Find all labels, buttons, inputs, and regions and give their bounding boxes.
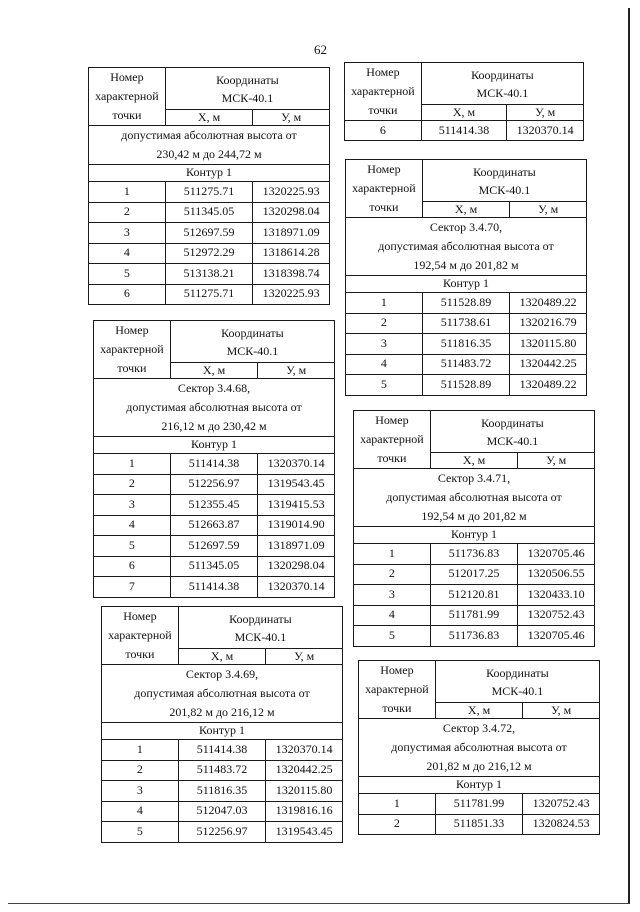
cell-n: 6	[345, 121, 422, 141]
header-line: характерной	[95, 89, 159, 103]
cell-x: 512047.03	[178, 801, 265, 822]
cell-y: 1320370.14	[258, 454, 335, 475]
cell-x: 511851.33	[435, 814, 522, 835]
cell-x: 513138.21	[165, 264, 252, 285]
header-line: МСК-40.1	[476, 85, 529, 100]
header-line: Номер	[366, 65, 400, 79]
cell-x: 511816.35	[422, 334, 509, 355]
cell-n: 4	[102, 801, 179, 822]
table-row	[89, 243, 330, 264]
header-line: Номер	[115, 323, 149, 337]
table-row	[94, 474, 335, 495]
cell-x: 512120.81	[430, 585, 517, 606]
cell-y: 1320370.14	[507, 121, 584, 141]
table-row	[89, 182, 330, 203]
cell-n: 4	[346, 354, 423, 375]
contour-label: Контур 1	[94, 437, 335, 454]
cell-x: 511414.38	[170, 454, 257, 475]
cell-n: 4	[354, 605, 431, 626]
table-row	[89, 284, 330, 305]
description-line: допустимая абсолютная высота от	[134, 686, 310, 700]
header-line: Координаты	[486, 665, 549, 680]
header-line: точки	[117, 361, 147, 375]
cell-x: 512697.59	[165, 223, 252, 244]
point-number-header	[345, 63, 422, 121]
point-number-header	[94, 321, 171, 379]
cell-n: 5	[102, 822, 179, 843]
header-line: точки	[125, 647, 155, 661]
table-row	[359, 794, 600, 815]
page-number: 62	[314, 42, 327, 57]
description-line: Сектор 3.4.70,	[429, 220, 503, 234]
cell-x: 511738.61	[422, 313, 509, 334]
cell-n: 2	[359, 814, 436, 835]
description-line: допустимая абсолютная высота от	[121, 128, 297, 142]
cell-y: 1320225.93	[253, 284, 330, 305]
header-line: МСК-40.1	[234, 629, 287, 644]
coordinate-table	[101, 606, 343, 843]
point-number-header	[102, 607, 179, 665]
description-line: 201,82 м до 216,12 м	[426, 759, 532, 773]
x-header: X, м	[435, 703, 522, 719]
cell-n: 5	[94, 536, 171, 557]
table-row	[354, 605, 595, 626]
coordinate-table	[344, 62, 584, 141]
sector-description	[102, 665, 343, 723]
x-header: X, м	[421, 105, 506, 121]
cell-n: 4	[94, 515, 171, 536]
cell-n: 3	[354, 585, 431, 606]
y-header: У, м	[266, 649, 343, 665]
coordinate-table	[88, 67, 330, 305]
description-line: допустимая абсолютная высота от	[391, 740, 567, 754]
header-line: МСК-40.1	[491, 683, 544, 698]
description-line: допустимая абсолютная высота от	[126, 400, 302, 414]
cell-n: 1	[354, 544, 431, 565]
table-row	[94, 454, 335, 475]
header-line: Номер	[380, 663, 414, 677]
sector-description	[94, 379, 335, 437]
cell-x: 512256.97	[178, 822, 265, 843]
cell-y: 1320705.46	[518, 544, 595, 565]
cell-y: 1320752.43	[518, 605, 595, 626]
table-row	[102, 801, 343, 822]
cell-n: 5	[346, 375, 423, 396]
table-row	[89, 223, 330, 244]
cell-y: 1319543.45	[266, 822, 343, 843]
header-line: точки	[377, 451, 407, 465]
table-row	[346, 313, 587, 334]
x-header: X, м	[430, 453, 517, 469]
table-row	[354, 585, 595, 606]
table-row	[354, 544, 595, 565]
description-line: Сектор 3.4.71,	[437, 471, 511, 485]
cell-x: 511414.38	[170, 577, 257, 598]
table-row	[94, 577, 335, 598]
cell-x: 512256.97	[170, 474, 257, 495]
cell-y: 1320489.22	[510, 293, 587, 314]
sector-description	[354, 469, 595, 527]
header-line: Координаты	[221, 325, 284, 340]
contour-label: Контур 1	[346, 276, 587, 293]
y-header: У, м	[518, 453, 595, 469]
coordinates-header	[422, 160, 586, 202]
cell-x: 511275.71	[165, 182, 252, 203]
table-row	[346, 334, 587, 355]
cell-y: 1320442.25	[266, 760, 343, 781]
table-row	[359, 814, 600, 835]
cell-n: 5	[354, 626, 431, 647]
x-header: X, м	[178, 649, 265, 665]
cell-x: 511736.83	[430, 544, 517, 565]
sector-description	[346, 218, 587, 276]
coordinates-header	[430, 411, 594, 453]
cell-n: 2	[94, 474, 171, 495]
header-line: характерной	[352, 181, 416, 195]
cell-y: 1320298.04	[253, 202, 330, 223]
header-line: Номер	[375, 413, 409, 427]
header-line: МСК-40.1	[486, 433, 539, 448]
cell-x: 512663.87	[170, 515, 257, 536]
cell-n: 1	[346, 293, 423, 314]
cell-x: 511483.72	[422, 354, 509, 375]
table-row	[354, 564, 595, 585]
cell-n: 1	[359, 794, 436, 815]
table-row	[346, 293, 587, 314]
description-line: 230,42 м до 244,72 м	[156, 147, 262, 161]
table-row	[346, 354, 587, 375]
cell-n: 1	[102, 740, 179, 761]
table-row	[102, 740, 343, 761]
table-row	[102, 760, 343, 781]
y-header: У, м	[258, 363, 335, 379]
coordinates-header	[421, 63, 583, 105]
cell-x: 511275.71	[165, 284, 252, 305]
cell-x: 511781.99	[430, 605, 517, 626]
table-row	[94, 495, 335, 516]
table-row	[94, 515, 335, 536]
cell-y: 1320216.79	[510, 313, 587, 334]
cell-x: 511736.83	[430, 626, 517, 647]
cell-y: 1319014.90	[258, 515, 335, 536]
header-line: Номер	[123, 609, 157, 623]
header-line: МСК-40.1	[226, 343, 279, 358]
header-line: точки	[368, 103, 398, 117]
cell-x: 511781.99	[435, 794, 522, 815]
cell-x: 511528.89	[422, 375, 509, 396]
coordinates-header	[178, 607, 342, 649]
cell-x: 511816.35	[178, 781, 265, 802]
x-header: X, м	[422, 202, 509, 218]
table-row	[102, 781, 343, 802]
table-row	[354, 626, 595, 647]
header-line: МСК-40.1	[478, 182, 531, 197]
coordinates-header	[435, 661, 599, 703]
point-number-header	[359, 661, 436, 719]
point-number-header	[89, 68, 166, 126]
cell-x: 512017.25	[430, 564, 517, 585]
cell-n: 2	[346, 313, 423, 334]
sector-description	[89, 126, 330, 165]
header-line: Координаты	[229, 611, 292, 626]
cell-y: 1318971.09	[253, 223, 330, 244]
y-header: У, м	[507, 105, 584, 121]
cell-x: 512697.59	[170, 536, 257, 557]
table-row	[89, 264, 330, 285]
x-header: X, м	[165, 110, 252, 126]
point-number-header	[346, 160, 423, 218]
header-line: характерной	[100, 342, 164, 356]
coordinates-header	[165, 68, 329, 110]
cell-n: 1	[94, 454, 171, 475]
coordinate-table	[345, 159, 587, 396]
cell-y: 1320442.25	[510, 354, 587, 375]
table-row	[94, 556, 335, 577]
cell-y: 1320115.80	[510, 334, 587, 355]
cell-n: 2	[354, 564, 431, 585]
cell-x: 511528.89	[422, 293, 509, 314]
description-line: Сектор 3.4.68,	[177, 381, 251, 395]
header-line: МСК-40.1	[221, 90, 274, 105]
header-line: Номер	[367, 162, 401, 176]
cell-x: 512355.45	[170, 495, 257, 516]
header-line: Номер	[110, 70, 144, 84]
header-line: точки	[382, 701, 412, 715]
cell-n: 6	[94, 556, 171, 577]
cell-y: 1320225.93	[253, 182, 330, 203]
table-row	[89, 202, 330, 223]
cell-y: 1320298.04	[258, 556, 335, 577]
cell-x: 511414.38	[178, 740, 265, 761]
header-line: Координаты	[481, 415, 544, 430]
cell-y: 1320370.14	[258, 577, 335, 598]
cell-y: 1320433.10	[518, 585, 595, 606]
description-line: 201,82 м до 216,12 м	[169, 705, 275, 719]
cell-n: 4	[89, 243, 166, 264]
description-line: Сектор 3.4.72,	[442, 721, 516, 735]
y-header: У, м	[253, 110, 330, 126]
cell-n: 3	[89, 223, 166, 244]
cell-n: 3	[102, 781, 179, 802]
description-line: Сектор 3.4.69,	[185, 667, 259, 681]
contour-label: Контур 1	[354, 527, 595, 544]
cell-n: 7	[94, 577, 171, 598]
cell-x: 512972.29	[165, 243, 252, 264]
cell-y: 1320370.14	[266, 740, 343, 761]
cell-y: 1319816.16	[266, 801, 343, 822]
cell-x: 511345.05	[170, 556, 257, 577]
cell-n: 6	[89, 284, 166, 305]
cell-x: 511345.05	[165, 202, 252, 223]
x-header: X, м	[170, 363, 257, 379]
description-line: допустимая абсолютная высота от	[378, 239, 554, 253]
cell-x: 511414.38	[421, 121, 506, 141]
y-header: У, м	[510, 202, 587, 218]
y-header: У, м	[523, 703, 600, 719]
description-line: 192,54 м до 201,82 м	[421, 509, 527, 523]
description-line: 216,12 м до 230,42 м	[161, 419, 267, 433]
cell-n: 5	[89, 264, 166, 285]
contour-label: Контур 1	[359, 777, 600, 794]
table-row	[346, 375, 587, 396]
table-row	[102, 822, 343, 843]
cell-n: 1	[89, 182, 166, 203]
cell-y: 1320506.55	[518, 564, 595, 585]
description-line: допустимая абсолютная высота от	[386, 490, 562, 504]
header-line: Координаты	[216, 72, 279, 87]
coordinates-header	[170, 321, 334, 363]
cell-y: 1320115.80	[266, 781, 343, 802]
contour-label: Контур 1	[102, 723, 343, 740]
cell-y: 1320705.46	[518, 626, 595, 647]
header-line: характерной	[108, 628, 172, 642]
table-row	[94, 536, 335, 557]
coordinate-table	[358, 660, 600, 835]
cell-y: 1320752.43	[523, 794, 600, 815]
description-line: 192,54 м до 201,82 м	[413, 258, 519, 272]
coordinate-table	[353, 410, 595, 647]
header-line: Координаты	[473, 164, 536, 179]
cell-n: 2	[89, 202, 166, 223]
sector-description	[359, 719, 600, 777]
header-line: характерной	[360, 432, 424, 446]
header-line: характерной	[351, 84, 415, 98]
table-row	[345, 121, 584, 141]
header-line: характерной	[365, 682, 429, 696]
coordinate-table	[93, 320, 335, 598]
cell-n: 2	[102, 760, 179, 781]
cell-y: 1320824.53	[523, 814, 600, 835]
cell-y: 1320489.22	[510, 375, 587, 396]
cell-y: 1318971.09	[258, 536, 335, 557]
cell-y: 1318614.28	[253, 243, 330, 264]
header-line: точки	[369, 200, 399, 214]
cell-n: 3	[94, 495, 171, 516]
point-number-header	[354, 411, 431, 469]
cell-y: 1319415.53	[258, 495, 335, 516]
cell-x: 511483.72	[178, 760, 265, 781]
cell-y: 1318398.74	[253, 264, 330, 285]
cell-y: 1319543.45	[258, 474, 335, 495]
contour-label: Контур 1	[89, 165, 330, 182]
header-line: точки	[112, 108, 142, 122]
header-line: Координаты	[471, 67, 534, 82]
cell-n: 3	[346, 334, 423, 355]
